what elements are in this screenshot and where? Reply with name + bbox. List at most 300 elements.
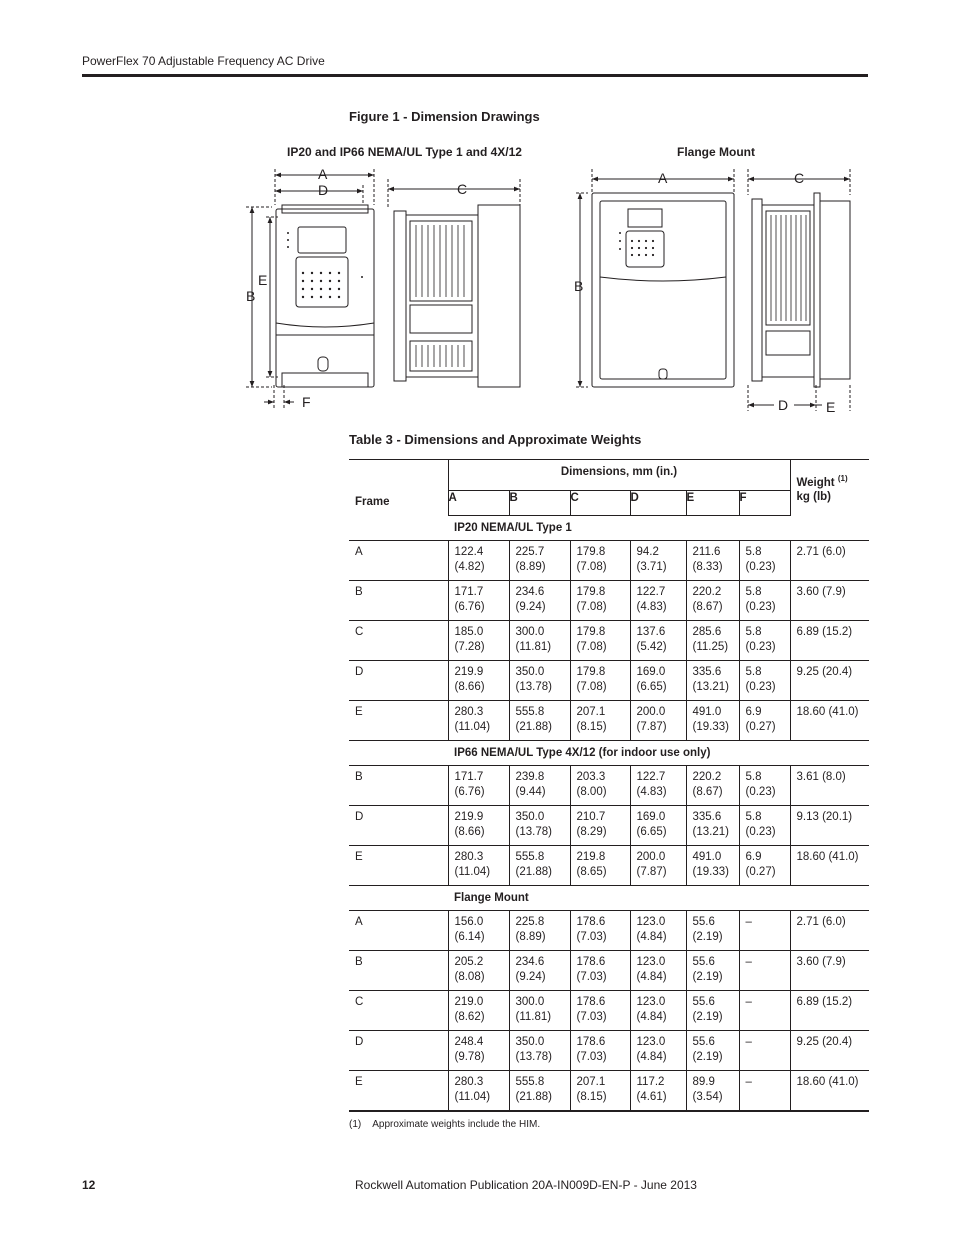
- dimension-cell: [448, 701, 509, 741]
- dimension-inches: (13.78): [515, 1051, 552, 1063]
- dimension-cell: [686, 991, 739, 1031]
- section-label: Flange Mount: [448, 886, 869, 911]
- dimension-cell: [630, 1031, 686, 1071]
- dimension-cell: [739, 991, 790, 1031]
- dimension-mm: 117.2: [636, 1076, 665, 1088]
- dimension-cell: [570, 846, 630, 886]
- dimension-inches: (7.03): [576, 971, 607, 983]
- dimensions-table: [349, 459, 869, 1112]
- dimension-mm: 234.6: [515, 956, 545, 968]
- dimension-cell: [509, 911, 570, 951]
- flange-dim-label-a: A: [658, 170, 668, 186]
- table-title: Table 3 - Dimensions and Approximate Weights: [349, 432, 642, 447]
- dimension-mm: 491.0: [692, 706, 722, 718]
- dimension-mm: 205.2: [454, 956, 484, 968]
- dimension-mm: 169.0: [636, 811, 666, 823]
- dimension-inches: (8.62): [454, 1011, 485, 1023]
- dimension-inches: (0.23): [745, 681, 776, 693]
- dimension-mm: 220.2: [692, 586, 722, 598]
- dimension-mm: 179.8: [576, 666, 606, 678]
- dimension-mm: 169.0: [636, 666, 666, 678]
- dimension-cell: [630, 911, 686, 951]
- dimension-inches: (19.33): [692, 866, 729, 878]
- dimension-inches: (13.78): [515, 681, 552, 693]
- dimension-cell: [686, 581, 739, 621]
- dimension-mm: 5.8: [745, 771, 762, 783]
- dimension-inches: (4.61): [636, 1091, 667, 1103]
- dimension-inches: (13.21): [692, 681, 729, 693]
- dimension-cell: [739, 1031, 790, 1071]
- weight-unit: kg (lb): [796, 490, 831, 503]
- section-spacer: [349, 741, 448, 766]
- dimension-inches: (7.87): [636, 721, 667, 733]
- dimension-inches: (7.87): [636, 866, 667, 878]
- dimension-mm: 300.0: [515, 996, 545, 1008]
- dimension-mm: 171.7: [454, 586, 484, 598]
- dimension-inches: (8.66): [454, 826, 485, 838]
- dimension-mm: 5.8: [745, 546, 762, 558]
- dimension-mm: –: [745, 916, 752, 928]
- dimension-inches: (7.08): [576, 561, 607, 573]
- weight-cell: 3.60 (7.9): [790, 581, 869, 621]
- dimension-mm: 123.0: [636, 956, 666, 968]
- frame-cell: D: [349, 1031, 448, 1071]
- dimension-cell: [448, 1031, 509, 1071]
- dimension-cell: [686, 951, 739, 991]
- dim-label-a: A: [318, 166, 328, 182]
- figure-caption-left: IP20 and IP66 NEMA/UL Type 1 and 4X/12: [287, 145, 522, 159]
- dimension-inches: (8.15): [576, 1091, 607, 1103]
- dimension-cell: [509, 766, 570, 806]
- dim-label-c: C: [457, 181, 468, 197]
- table-section-row: [349, 886, 869, 911]
- dimension-mm: 248.4: [454, 1036, 484, 1048]
- table-row: [349, 806, 869, 846]
- dimension-inches: (8.67): [692, 786, 723, 798]
- dimension-cell: [739, 621, 790, 661]
- weight-cell: 18.60 (41.0): [790, 1071, 869, 1111]
- dimension-inches: (8.65): [576, 866, 607, 878]
- dimension-cell: [570, 661, 630, 701]
- dimension-inches: (7.08): [576, 681, 607, 693]
- footnote-number: (1): [349, 1119, 362, 1130]
- dimension-mm: 89.9: [692, 1076, 715, 1088]
- table-section-row: [349, 516, 869, 541]
- weight-cell: 2.71 (6.0): [790, 541, 869, 581]
- table-row: [349, 621, 869, 661]
- dimension-cell: [448, 621, 509, 661]
- dimension-cell: [570, 701, 630, 741]
- table-row: [349, 581, 869, 621]
- weight-cell: 2.71 (6.0): [790, 911, 869, 951]
- section-spacer: [349, 886, 448, 911]
- dimension-mm: 285.6: [692, 626, 722, 638]
- dimension-cell: [509, 1071, 570, 1111]
- dimension-mm: 280.3: [454, 706, 484, 718]
- dimension-mm: –: [745, 996, 752, 1008]
- dimension-cell: [509, 621, 570, 661]
- dimension-mm: 123.0: [636, 996, 666, 1008]
- dimension-mm: 207.1: [576, 1076, 606, 1088]
- dimension-inches: (19.33): [692, 721, 729, 733]
- dimension-cell: [570, 766, 630, 806]
- front-view-drawing: [246, 169, 374, 410]
- dimension-mm: 210.7: [576, 811, 606, 823]
- dimension-mm: 219.9: [454, 811, 484, 823]
- dimension-cell: [686, 1031, 739, 1071]
- dimension-mm: 200.0: [636, 851, 666, 863]
- dimension-mm: 178.6: [576, 996, 606, 1008]
- dim-label-b: B: [246, 288, 256, 304]
- frame-cell: C: [349, 991, 448, 1031]
- dimension-cell: [448, 1071, 509, 1111]
- section-label: IP20 NEMA/UL Type 1: [448, 516, 869, 541]
- dimension-inches: (4.83): [636, 601, 667, 613]
- dimension-cell: [739, 766, 790, 806]
- dimension-inches: (6.76): [454, 786, 485, 798]
- dim-label-e: E: [258, 272, 268, 288]
- dimension-inches: (7.08): [576, 601, 607, 613]
- frame-cell: E: [349, 1071, 448, 1111]
- dimension-cell: [570, 951, 630, 991]
- dimension-inches: (8.29): [576, 826, 607, 838]
- dimension-cell: [686, 621, 739, 661]
- dimension-mm: 137.6: [636, 626, 666, 638]
- dimension-mm: 335.6: [692, 811, 722, 823]
- dimension-inches: (0.23): [745, 561, 776, 573]
- weight-cell: 18.60 (41.0): [790, 701, 869, 741]
- section-spacer: [349, 516, 448, 541]
- dimension-cell: [739, 846, 790, 886]
- dimension-mm: 5.8: [745, 666, 762, 678]
- dimension-inches: (11.04): [454, 866, 491, 878]
- dimension-mm: 335.6: [692, 666, 722, 678]
- dimension-cell: [739, 541, 790, 581]
- dimension-mm: 211.6: [692, 546, 721, 558]
- weight-cell: 3.60 (7.9): [790, 951, 869, 991]
- dimension-inches: (4.84): [636, 971, 667, 983]
- dimension-mm: 6.9: [745, 851, 762, 863]
- dimension-inches: (9.78): [454, 1051, 485, 1063]
- flange-dim-label-b: B: [574, 278, 584, 294]
- page-number: 12: [82, 1178, 96, 1192]
- column-header-b: B: [509, 491, 570, 516]
- dimension-inches: (4.84): [636, 1011, 667, 1023]
- dimension-inches: (7.03): [576, 1011, 607, 1023]
- weight-header: [790, 460, 869, 516]
- dimension-mm: 219.0: [454, 996, 484, 1008]
- dimension-mm: 5.8: [745, 586, 762, 598]
- dimension-inches: (2.19): [692, 1011, 723, 1023]
- dimension-mm: –: [745, 956, 752, 968]
- header-rule: [82, 74, 868, 77]
- frame-cell: C: [349, 621, 448, 661]
- dimension-inches: (13.78): [515, 826, 552, 838]
- dimension-mm: 179.8: [576, 546, 606, 558]
- dimension-inches: (2.19): [692, 971, 723, 983]
- dimension-cell: [686, 766, 739, 806]
- dimension-inches: (5.42): [636, 641, 667, 653]
- dimension-mm: 219.8: [576, 851, 606, 863]
- dimension-mm: 156.0: [454, 916, 484, 928]
- dimension-mm: 178.6: [576, 956, 606, 968]
- dimension-mm: 122.7: [636, 771, 666, 783]
- dimension-cell: [448, 991, 509, 1031]
- dimension-cell: [630, 1071, 686, 1111]
- dimension-mm: 55.6: [692, 996, 715, 1008]
- dimension-cell: [630, 541, 686, 581]
- table-body: [349, 516, 869, 1111]
- table-row: [349, 911, 869, 951]
- dimension-inches: (11.04): [454, 721, 491, 733]
- dimension-mm: 5.8: [745, 811, 762, 823]
- dimension-inches: (0.23): [745, 826, 776, 838]
- frame-cell: A: [349, 911, 448, 951]
- dimension-cell: [739, 581, 790, 621]
- dimension-inches: (21.88): [515, 1091, 552, 1103]
- dimension-inches: (0.27): [745, 721, 776, 733]
- dimension-cell: [686, 846, 739, 886]
- dimension-cell: [686, 911, 739, 951]
- side-view-drawing: [388, 179, 520, 387]
- dimension-inches: (9.24): [515, 601, 546, 613]
- dimension-mm: 55.6: [692, 956, 715, 968]
- dimension-inches: (4.84): [636, 931, 667, 943]
- dimension-cell: [686, 661, 739, 701]
- dimension-inches: (13.21): [692, 826, 729, 838]
- dimension-cell: [448, 766, 509, 806]
- dimension-inches: (8.33): [692, 561, 723, 573]
- dimension-mm: 123.0: [636, 1036, 666, 1048]
- dimension-cell: [630, 661, 686, 701]
- section-label: IP66 NEMA/UL Type 4X/12 (for indoor use only): [448, 741, 869, 766]
- dimension-cell: [570, 991, 630, 1031]
- dimension-mm: 350.0: [515, 1036, 545, 1048]
- dimension-mm: 123.0: [636, 916, 666, 928]
- dimension-cell: [630, 806, 686, 846]
- table-section-row: [349, 741, 869, 766]
- dimension-cell: [686, 1071, 739, 1111]
- dimension-cell: [448, 806, 509, 846]
- dimension-cell: [570, 1031, 630, 1071]
- frame-cell: D: [349, 661, 448, 701]
- dimension-mm: 200.0: [636, 706, 666, 718]
- table-row: [349, 1031, 869, 1071]
- dimension-cell: [509, 541, 570, 581]
- dimension-cell: [448, 541, 509, 581]
- dimension-inches: (8.08): [454, 971, 485, 983]
- dimension-inches: (0.27): [745, 866, 776, 878]
- table-row: [349, 701, 869, 741]
- dimension-inches: (0.23): [745, 601, 776, 613]
- flange-dim-label-c: C: [794, 170, 805, 186]
- dimension-cell: [570, 911, 630, 951]
- dimension-inches: (6.76): [454, 601, 485, 613]
- figure-caption-right: Flange Mount: [677, 145, 755, 159]
- dimensions-header: Dimensions, mm (in.): [448, 460, 790, 491]
- weight-cell: 3.61 (8.0): [790, 766, 869, 806]
- dimension-inches: (8.67): [692, 601, 723, 613]
- dimension-inches: (6.65): [636, 681, 667, 693]
- table-row: [349, 1071, 869, 1111]
- dimension-cell: [630, 766, 686, 806]
- dimension-mm: 350.0: [515, 811, 545, 823]
- dimension-mm: 220.2: [692, 771, 722, 783]
- dimension-cell: [739, 1071, 790, 1111]
- weight-cell: 6.89 (15.2): [790, 621, 869, 661]
- dimension-inches: (3.71): [636, 561, 667, 573]
- weight-header-label: Weight: [796, 476, 835, 489]
- dimension-mm: 225.8: [515, 916, 545, 928]
- dimension-mm: 219.9: [454, 666, 484, 678]
- dimension-cell: [509, 1031, 570, 1071]
- dimension-mm: 122.4: [454, 546, 484, 558]
- dimension-inches: (3.54): [692, 1091, 723, 1103]
- dimension-mm: 6.9: [745, 706, 762, 718]
- column-header-d: D: [630, 491, 686, 516]
- dimension-inches: (11.81): [515, 1011, 552, 1023]
- dim-label-d: D: [318, 182, 329, 198]
- dimension-cell: [509, 661, 570, 701]
- dimension-cell: [448, 911, 509, 951]
- dimension-mm: 555.8: [515, 851, 545, 863]
- dimension-inches: (4.84): [636, 1051, 667, 1063]
- dimension-inches: (9.44): [515, 786, 546, 798]
- weight-cell: 18.60 (41.0): [790, 846, 869, 886]
- dimension-mm: 280.3: [454, 851, 484, 863]
- table-row: [349, 846, 869, 886]
- table-row: [349, 766, 869, 806]
- dimension-mm: 555.8: [515, 1076, 545, 1088]
- dimension-mm: 55.6: [692, 916, 715, 928]
- dimension-inches: (8.89): [515, 931, 546, 943]
- frame-cell: E: [349, 701, 448, 741]
- dimension-inches: (7.08): [576, 641, 607, 653]
- dimension-cell: [739, 661, 790, 701]
- figure-title: Figure 1 - Dimension Drawings: [349, 109, 540, 124]
- frame-cell: D: [349, 806, 448, 846]
- column-header-f: F: [739, 491, 790, 516]
- footnote: [349, 1119, 540, 1130]
- dimension-cell: [570, 621, 630, 661]
- dimension-drawings: [238, 165, 868, 415]
- flange-side-view-drawing: [748, 169, 850, 411]
- frame-cell: A: [349, 541, 448, 581]
- dimension-inches: (7.03): [576, 931, 607, 943]
- dimension-inches: (11.81): [515, 641, 552, 653]
- column-header-e: E: [686, 491, 739, 516]
- dimension-mm: 350.0: [515, 666, 545, 678]
- dimension-inches: (7.28): [454, 641, 485, 653]
- dimension-cell: [509, 951, 570, 991]
- dimension-cell: [630, 581, 686, 621]
- frame-cell: B: [349, 766, 448, 806]
- column-header-c: C: [570, 491, 630, 516]
- dimension-mm: 55.6: [692, 1036, 715, 1048]
- dimension-cell: [448, 846, 509, 886]
- dimension-cell: [448, 581, 509, 621]
- dimension-cell: [739, 701, 790, 741]
- flange-dim-label-d: D: [778, 397, 789, 413]
- dimension-mm: 207.1: [576, 706, 606, 718]
- publication-footer: Rockwell Automation Publication 20A-IN009D-EN-P - June 2013: [355, 1178, 697, 1192]
- table-row: [349, 541, 869, 581]
- dimension-inches: (0.23): [745, 786, 776, 798]
- dimension-inches: (21.88): [515, 721, 552, 733]
- dim-label-f: F: [302, 394, 311, 410]
- dimension-mm: 300.0: [515, 626, 545, 638]
- dimension-cell: [686, 806, 739, 846]
- dimension-mm: 234.6: [515, 586, 545, 598]
- dimension-inches: (4.83): [636, 786, 667, 798]
- dimension-mm: 122.7: [636, 586, 666, 598]
- dimension-mm: 555.8: [515, 706, 545, 718]
- footnote-text: Approximate weights include the HIM.: [372, 1119, 541, 1130]
- column-header-a: A: [448, 491, 509, 516]
- frame-cell: B: [349, 581, 448, 621]
- dimension-inches: (0.23): [745, 641, 776, 653]
- dimension-mm: 280.3: [454, 1076, 484, 1088]
- frame-cell: E: [349, 846, 448, 886]
- flange-dim-label-e: E: [826, 399, 836, 415]
- dimension-mm: –: [745, 1036, 752, 1048]
- dimension-inches: (8.00): [576, 786, 607, 798]
- dimension-cell: [739, 911, 790, 951]
- dimension-cell: [570, 541, 630, 581]
- dimension-cell: [509, 846, 570, 886]
- weight-cell: 9.25 (20.4): [790, 661, 869, 701]
- dimension-cell: [686, 701, 739, 741]
- dimension-mm: 185.0: [454, 626, 484, 638]
- weight-cell: 9.13 (20.1): [790, 806, 869, 846]
- dimension-mm: 491.0: [692, 851, 722, 863]
- table-row: [349, 951, 869, 991]
- dimension-cell: [630, 951, 686, 991]
- dimension-cell: [630, 621, 686, 661]
- dimension-cell: [739, 951, 790, 991]
- dimension-cell: [739, 806, 790, 846]
- table-row: [349, 661, 869, 701]
- dimension-inches: (9.24): [515, 971, 546, 983]
- weight-cell: 9.25 (20.4): [790, 1031, 869, 1071]
- dimension-mm: 179.8: [576, 586, 606, 598]
- dimension-cell: [570, 1071, 630, 1111]
- dimension-mm: 239.8: [515, 771, 545, 783]
- dimension-cell: [630, 846, 686, 886]
- dimension-cell: [630, 991, 686, 1031]
- dimension-mm: 178.6: [576, 1036, 606, 1048]
- dimension-mm: 179.8: [576, 626, 606, 638]
- dimension-mm: 5.8: [745, 626, 762, 638]
- dimension-cell: [509, 806, 570, 846]
- dimension-inches: (6.65): [636, 826, 667, 838]
- running-header: PowerFlex 70 Adjustable Frequency AC Drive: [82, 54, 325, 68]
- dimension-cell: [570, 806, 630, 846]
- dimension-mm: 203.3: [576, 771, 606, 783]
- weight-cell: 6.89 (15.2): [790, 991, 869, 1031]
- dimension-cell: [509, 991, 570, 1031]
- weight-footnote-ref: (1): [837, 473, 848, 483]
- dimension-inches: (4.82): [454, 561, 485, 573]
- dimension-inches: (21.88): [515, 866, 552, 878]
- table-row: [349, 991, 869, 1031]
- frame-header: Frame: [349, 460, 448, 516]
- dimension-inches: (2.19): [692, 1051, 723, 1063]
- dimension-inches: (7.03): [576, 1051, 607, 1063]
- dimension-mm: 225.7: [515, 546, 545, 558]
- dimension-mm: –: [745, 1076, 752, 1088]
- dimension-cell: [630, 701, 686, 741]
